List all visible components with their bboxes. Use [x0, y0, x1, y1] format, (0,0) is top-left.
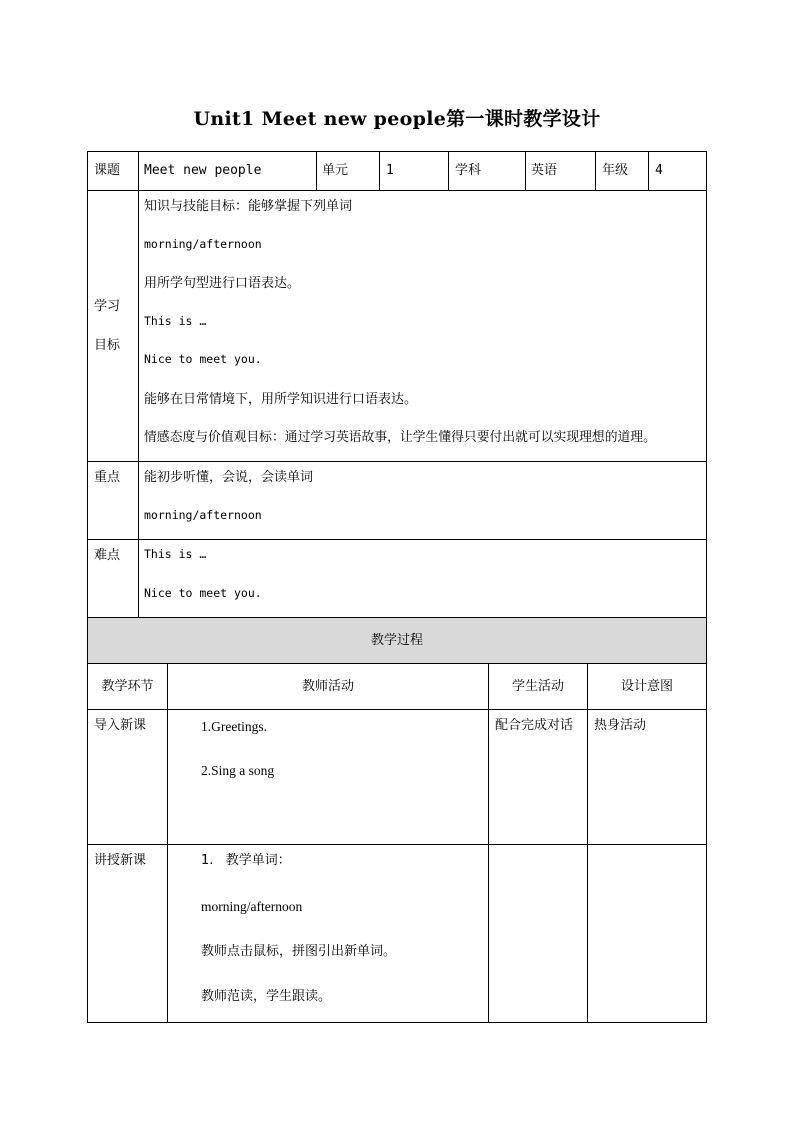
process-row-intro — [88, 710, 707, 845]
difficulties-content — [139, 540, 707, 618]
subject-value: 英语 — [526, 152, 596, 191]
key-point-line: morning/afternoon — [144, 507, 262, 522]
key-points-content — [139, 462, 707, 540]
unit-value: 1 — [380, 152, 449, 191]
objectives-label-line2: 目标 — [94, 337, 121, 353]
grade-label: 年级 — [596, 152, 649, 191]
process-row-new-lesson — [88, 845, 707, 1023]
key-points-label: 重点 — [88, 462, 139, 540]
objective-line: Nice to meet you. — [144, 352, 262, 366]
objective-line: 情感态度与价值观目标：通过学习英语故事，让学生懂得只要付出就可以实现理想的道理。 — [144, 430, 656, 445]
teaching-process-table — [87, 617, 707, 1023]
column-teacher: 教师活动 — [168, 664, 489, 710]
teacher-line: 教师点击鼠标，拼图引出新单词。 — [201, 944, 397, 959]
objectives-label — [88, 191, 139, 462]
intent-cell — [588, 845, 707, 1023]
difficulty-line: This is … — [144, 547, 207, 561]
objective-line: This is … — [144, 313, 207, 328]
difficulty-line: Nice to meet you. — [144, 585, 262, 600]
unit-label: 单元 — [317, 152, 380, 191]
stage-cell: 讲授新课 — [88, 845, 168, 1023]
info-row — [88, 152, 707, 191]
process-columns-row — [88, 664, 707, 710]
teacher-line: 教师范读，学生跟读。 — [201, 989, 332, 1004]
teacher-line: morning/afternoon — [201, 899, 303, 914]
difficulties-row — [88, 540, 707, 618]
teacher-cell — [168, 710, 489, 845]
column-stage: 教学环节 — [88, 664, 168, 710]
topic-label: 课题 — [88, 152, 139, 191]
column-intent: 设计意图 — [588, 664, 707, 710]
process-header-row — [88, 618, 707, 664]
objective-line: morning/afternoon — [144, 236, 262, 251]
stage-cell: 导入新课 — [88, 710, 168, 845]
student-cell: 配合完成对话 — [489, 710, 588, 845]
objectives-content — [139, 191, 707, 462]
objectives-row — [88, 191, 707, 462]
document-title: Unit1 Meet new people第一课时教学设计 — [193, 108, 601, 130]
difficulties-label: 难点 — [88, 540, 139, 618]
teacher-line: 1.Greetings. — [201, 719, 267, 734]
topic-value: Meet new people — [139, 152, 317, 191]
intent-cell: 热身活动 — [588, 710, 707, 845]
subject-label: 学科 — [449, 152, 526, 191]
objective-line: 知识与技能目标：能够掌握下列单词 — [144, 199, 353, 214]
teacher-line: 2.Sing a song — [201, 763, 275, 778]
column-student: 学生活动 — [489, 664, 588, 710]
lesson-info-table — [87, 151, 707, 618]
objective-line: 能够在日常情境下，用所学知识进行口语表达。 — [144, 391, 418, 407]
objective-line: 用所学句型进行口语表达。 — [144, 276, 301, 291]
key-points-row — [88, 462, 707, 540]
teacher-line: 1. 教学单词： — [201, 853, 291, 868]
objectives-label-line1: 学习 — [94, 298, 121, 314]
student-cell — [489, 845, 588, 1023]
key-point-line: 能初步听懂，会说，会读单词 — [144, 470, 314, 485]
process-header: 教学过程 — [88, 618, 707, 664]
grade-value: 4 — [649, 152, 707, 191]
teacher-cell — [168, 845, 489, 1023]
